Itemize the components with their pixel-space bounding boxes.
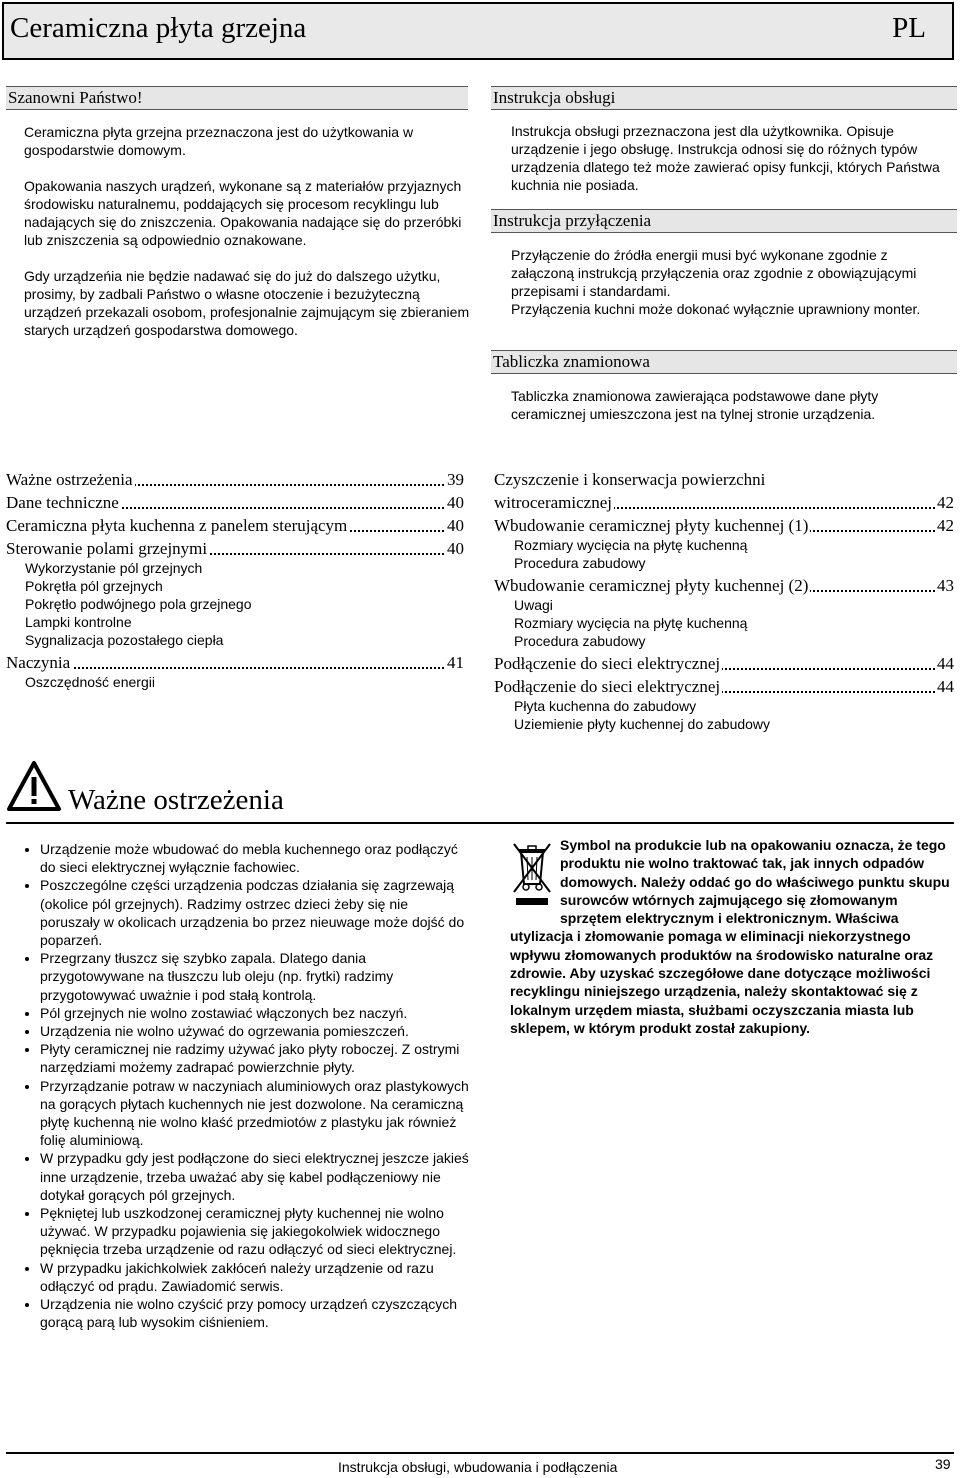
section-heading-tabliczka-znamionowa: Tabliczka znamionowa xyxy=(491,350,957,374)
warning-item: • Urządzenia nie wolno używać do ogrzewania pomieszczeń. xyxy=(40,1022,470,1040)
section-text: Instrukcja obsługi przeznaczona jest dla użytkownika. Opisuje urządzenie i jego obsługę. Instrukcja odnosi się do różnych typów urządzenia dlatego też może zawierać opisy funkcji, których Państwa kuchnia nie posiada. xyxy=(511,123,940,193)
toc-entry[interactable]: Dane techniczne 40 xyxy=(6,493,464,512)
warnings-title: Ważne ostrzeżenia xyxy=(68,784,284,816)
toc-entry[interactable]: Podłączenie do sieci elektrycznej 44 xyxy=(494,677,954,696)
page-number: 39 xyxy=(935,1456,951,1472)
toc-page: 41 xyxy=(447,653,464,672)
toc-entry-line1[interactable]: Czyszczenie i konserwacja powierzchni xyxy=(494,470,766,489)
warning-item: • Urządzenia nie wolno czyścić przy pomocy urządzeń czyszczących gorącą parą lub wysokim ciśnieniem. xyxy=(40,1295,470,1331)
toc-page: 40 xyxy=(447,539,464,558)
intro-paragraph: Ceramiczna płyta grzejna przeznaczona jest do użytkowania w gospodarstwie domowym. xyxy=(24,124,414,158)
toc-page: 42 xyxy=(937,516,954,535)
intro-paragraph: Opakowania naszych urądzeń, wykonane są z materiałów przyjaznych środowisku naturalnemu, poddających się procesom recyklingu lub nadających się do zniszczenia. Opakowania nadające się do przeróbki lub zniszczenia są odpowiednio oznakowane. xyxy=(24,178,462,248)
warning-item: • Urządzenie może wbudować do mebla kuchennego oraz podłączyć do sieci elektrycznej wyłącznie fachowiec. xyxy=(40,840,470,876)
toc-entry[interactable]: Podłączenie do sieci elektrycznej 44 xyxy=(494,654,954,673)
weee-block xyxy=(510,836,960,1037)
section-text xyxy=(511,246,951,318)
toc-subentry[interactable]: Pokrętła pól grzejnych xyxy=(25,578,163,594)
toc-page: 40 xyxy=(447,516,464,535)
language-code: PL xyxy=(892,12,926,44)
warning-item: • Przyrządzanie potraw w naczyniach aluminiowych oraz plastykowych na gorących płytach kuchennych nie jest dozwolone. Na ceramiczną płytę kuchenną nie wolno kłaść przedmiotów z plastyku jak również folię aluminiową. xyxy=(40,1077,470,1150)
footer-text: Instrukcja obsługi, wbudowania i podłączenia xyxy=(338,1459,618,1475)
toc-page: 44 xyxy=(937,654,954,673)
warning-item: • Płyty ceramicznej nie radzimy używać jako płyty roboczej. Z ostrymi narzędziami możemy zadrapać powierzchnie płyty. xyxy=(40,1040,470,1076)
toc-entry[interactable]: Wbudowanie ceramicznej płyty kuchennej (2) 43 xyxy=(494,576,954,595)
toc-entry[interactable]: Naczynia 41 xyxy=(6,653,464,672)
page-title: Ceramiczna płyta grzejna xyxy=(10,12,307,44)
toc-subentry[interactable]: Uziemienie płyty kuchennej do zabudowy xyxy=(514,716,771,732)
section-paragraph: Przyłączenie do źródła energii musi być wykonane zgodnie z załączoną instrukcją przyłączenia oraz zgodnie z obowiązującymi przepisami i standardami. xyxy=(511,247,917,299)
toc-subentry[interactable]: Procedura zabudowy xyxy=(514,633,646,649)
toc-entry[interactable]: Ceramiczna płyta kuchenna z panelem sterującym 40 xyxy=(6,516,464,535)
toc-subentry[interactable]: Rozmiary wycięcia na płytę kuchenną xyxy=(514,537,748,553)
toc-subentry[interactable]: Procedura zabudowy xyxy=(514,555,646,571)
warning-item: • Poszczególne części urządzenia podczas działania się zagrzewają (okolice pól grzejnych). Radzimy ostrzec dzieci żeby się nie poruszały w okolicach urządzenia bo przez nieuwage może dojść do poparzeń. xyxy=(40,876,470,949)
warning-item: • W przypadku gdy jest podłączone do sieci elektrycznej jeszcze jakieś inne urządzenie, trzeba uważać aby się kabel podłączeniowy nie dotykał gorących pól grzejnych. xyxy=(40,1149,470,1204)
section-text: Tabliczka znamionowa zawierająca podstawowe dane płyty ceramicznej umieszczona jest na tylnej stronie urządzenia. xyxy=(511,388,879,422)
toc-page: 42 xyxy=(937,493,954,512)
toc-entry[interactable]: witroceramicznej 42 xyxy=(494,493,954,512)
section-heading-instrukcja-obslugi: Instrukcja obsługi xyxy=(491,86,957,110)
crossed-bin-icon xyxy=(510,838,554,910)
divider xyxy=(6,822,954,824)
toc-subentry[interactable]: Wykorzystanie pól grzejnych xyxy=(25,560,203,576)
toc-subentry[interactable]: Płyta kuchenna do zabudowy xyxy=(514,698,697,714)
toc-entry[interactable]: Wbudowanie ceramicznej płyty kuchennej (1) 42 xyxy=(494,516,954,535)
toc-subentry[interactable]: Rozmiary wycięcia na płytę kuchenną xyxy=(514,615,748,631)
toc-entry[interactable]: Ważne ostrzeżenia 39 xyxy=(6,470,464,489)
warning-item: • Pękniętej lub uszkodzonej ceramicznej płyty kuchennej nie wolno używać. W przypadku pojawienia się jakiegokolwiek widocznego pęknięcia trzeba urządzenie od razu odłączyć od sieci elektrycznej. xyxy=(40,1204,470,1259)
intro-text xyxy=(24,123,470,339)
warning-triangle-icon xyxy=(6,760,62,817)
intro-paragraph: Gdy urządzeńia nie będzie nadawać się do już do dalszego użytku, prosimy, by zadbali Państwo o własne otoczenie i bezużyteczną urządzeń przekazali osobom, profesjonalnie zajmującym się zbieraniem starych urządzeń gospodarstwa domowego. xyxy=(24,268,470,338)
toc-page: 40 xyxy=(447,493,464,512)
intro-heading: Szanowni Państwo! xyxy=(6,86,468,110)
weee-text: Symbol na produkcie lub na opakowaniu oznacza, że tego produktu nie wolno traktować tak, jak innych odpadów domowych. Należy oddać go do właściwego punktu skupu surowców wtórnych zajmującego się złomowanym sprzętem elektrycznym i elektronicznym. Właściwa utylizacja i złomowanie pomaga w eliminacji niekorzystnego wpływu złomowanych produktów na środowisko naturalne oraz zdrowie. Aby uzyskać szczegółowe dane dotyczące możliwości recyklingu niniejszego urządzenia, należy skontaktować się z lokalnym urzędem miasta, służbami oczyszczania miasta lub sklepem, w którym produkt został zakupiony. xyxy=(510,837,950,1036)
warning-item: • Przegrzany tłuszcz się szybko zapala. Dlatego dania przygotowywane na tłuszczu lub oleju (np. frytki) radzimy przygotowywać uważnie i pod stałą kontrolą. xyxy=(40,949,470,1004)
toc-subentry[interactable]: Pokrętło podwójnego pola grzejnego xyxy=(25,596,252,612)
toc-page: 44 xyxy=(937,677,954,696)
toc-entry[interactable]: Sterowanie polami grzejnymi 40 xyxy=(6,539,464,558)
toc-subentry[interactable]: Sygnalizacja pozostałego ciepła xyxy=(25,632,224,648)
warnings-list xyxy=(20,840,470,1331)
section-heading-instrukcja-przylaczenia: Instrukcja przyłączenia xyxy=(491,209,957,233)
warning-item: • W przypadku jakichkolwiek zakłóceń należy urządzenie od razu odłączyć od prądu. Zawiadomić serwis. xyxy=(40,1259,470,1295)
toc-page: 43 xyxy=(937,576,954,595)
warning-item: • Pól grzejnych nie wolno zostawiać włączonych bez naczyń. xyxy=(40,1004,470,1022)
toc-subentry[interactable]: Lampki kontrolne xyxy=(25,614,132,630)
footer-divider xyxy=(6,1452,954,1454)
toc-page: 39 xyxy=(447,470,464,489)
toc-subentry[interactable]: Oszczędność energii xyxy=(25,674,155,690)
toc-subentry[interactable]: Uwagi xyxy=(514,597,553,613)
section-paragraph: Przyłączenia kuchni może dokonać wyłącznie uprawniony monter. xyxy=(511,301,921,317)
